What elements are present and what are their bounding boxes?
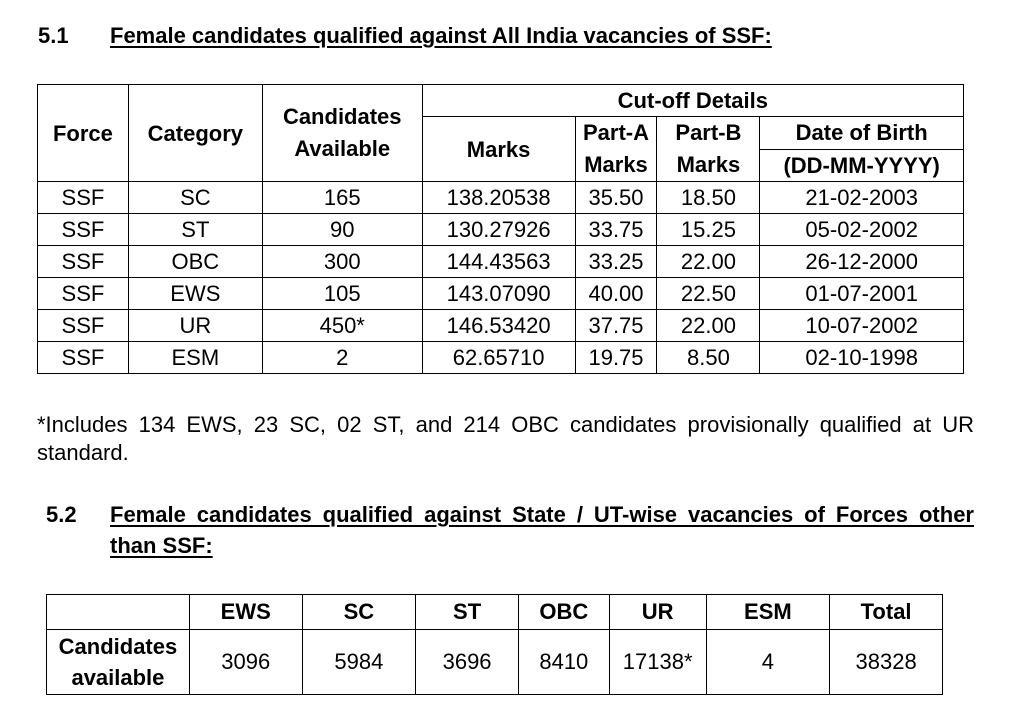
table-row [38, 246, 964, 278]
header-candidates-line1: Candidates [282, 104, 402, 129]
cell-marks: 143.07090 [422, 278, 575, 310]
table-row [38, 310, 964, 342]
row-label-line2: available [71, 665, 165, 690]
header-parta-line2: Marks [584, 152, 648, 177]
header-parta-line1: Part-A [582, 120, 649, 145]
cell-st: 3696 [416, 630, 519, 695]
cell-available: 450* [262, 310, 422, 342]
cell-dob: 05-02-2002 [760, 214, 964, 246]
cell-ews: 3096 [189, 630, 302, 695]
header-candidates-line2: Available [294, 136, 391, 161]
header-marks: Marks [422, 117, 575, 182]
cell-available: 2 [262, 342, 422, 374]
header-esm: ESM [706, 595, 830, 630]
table-header-row [47, 595, 943, 630]
cell-dob: 01-07-2001 [760, 278, 964, 310]
cell-parta: 40.00 [575, 278, 657, 310]
cell-dob: 10-07-2002 [760, 310, 964, 342]
cell-sc: 5984 [302, 630, 416, 695]
section-number: 5.1 [38, 23, 69, 48]
cell-parta: 33.75 [575, 214, 657, 246]
section-title: Female candidates qualified against State / UT-wise vacancies of Forces other than SSF: [110, 502, 974, 558]
cell-available: 105 [262, 278, 422, 310]
cell-available: 90 [262, 214, 422, 246]
cell-category: ST [128, 214, 262, 246]
table-row [38, 182, 964, 214]
header-st: ST [416, 595, 519, 630]
cell-partb: 22.00 [657, 246, 760, 278]
header-force: Force [38, 85, 129, 182]
state-ut-vacancies-table [46, 594, 943, 695]
cell-category: EWS [128, 278, 262, 310]
cell-parta: 35.50 [575, 182, 657, 214]
table-row [47, 630, 943, 695]
cell-marks: 62.65710 [422, 342, 575, 374]
cell-force: SSF [38, 310, 129, 342]
cell-total: 38328 [830, 630, 943, 695]
header-partb-marks [657, 117, 760, 182]
cell-marks: 130.27926 [422, 214, 575, 246]
cell-category: SC [128, 182, 262, 214]
header-partb-line1: Part-B [675, 120, 742, 145]
header-parta-marks [575, 117, 657, 182]
cell-partb: 22.00 [657, 310, 760, 342]
cell-force: SSF [38, 342, 129, 374]
cell-partb: 8.50 [657, 342, 760, 374]
cell-available: 300 [262, 246, 422, 278]
cell-category: UR [128, 310, 262, 342]
section-number: 5.2 [46, 502, 77, 527]
cell-category: ESM [128, 342, 262, 374]
header-category: Category [128, 85, 262, 182]
cell-dob: 21-02-2003 [760, 182, 964, 214]
header-ews: EWS [189, 595, 302, 630]
ssf-cutoff-table [37, 84, 964, 374]
table-header-row [38, 85, 964, 117]
cell-ur: 17138* [609, 630, 706, 695]
cell-dob: 02-10-1998 [760, 342, 964, 374]
header-obc: OBC [518, 595, 609, 630]
cell-force: SSF [38, 214, 129, 246]
row-label-candidates-available [47, 630, 190, 695]
header-dob-format: (DD-MM-YYYY) [760, 149, 964, 182]
cell-marks: 146.53420 [422, 310, 575, 342]
header-ur: UR [609, 595, 706, 630]
table-row [38, 278, 964, 310]
row-label-line1: Candidates [58, 634, 178, 659]
cell-force: SSF [38, 246, 129, 278]
cell-partb: 15.25 [657, 214, 760, 246]
cell-parta: 19.75 [575, 342, 657, 374]
header-candidates-available [262, 85, 422, 182]
cell-partb: 22.50 [657, 278, 760, 310]
header-sc: SC [302, 595, 416, 630]
cell-category: OBC [128, 246, 262, 278]
header-dob: Date of Birth [760, 117, 964, 150]
header-partb-line2: Marks [676, 152, 741, 177]
table-row [38, 214, 964, 246]
cell-marks: 144.43563 [422, 246, 575, 278]
cell-dob: 26-12-2000 [760, 246, 964, 278]
header-cutoff-details: Cut-off Details [422, 85, 963, 117]
cell-obc: 8410 [518, 630, 609, 695]
header-total: Total [830, 595, 943, 630]
section-title: Female candidates qualified against All India vacancies of SSF: [110, 23, 772, 48]
cell-available: 165 [262, 182, 422, 214]
cell-esm: 4 [706, 630, 830, 695]
cell-parta: 37.75 [575, 310, 657, 342]
cell-force: SSF [38, 182, 129, 214]
footnote: *Includes 134 EWS, 23 SC, 02 ST, and 214 OBC candidates provisionally qualified at UR standard. [37, 412, 974, 465]
cell-parta: 33.25 [575, 246, 657, 278]
cell-force: SSF [38, 278, 129, 310]
cell-marks: 138.20538 [422, 182, 575, 214]
table-row [38, 342, 964, 374]
cell-partb: 18.50 [657, 182, 760, 214]
header-empty [47, 595, 190, 630]
